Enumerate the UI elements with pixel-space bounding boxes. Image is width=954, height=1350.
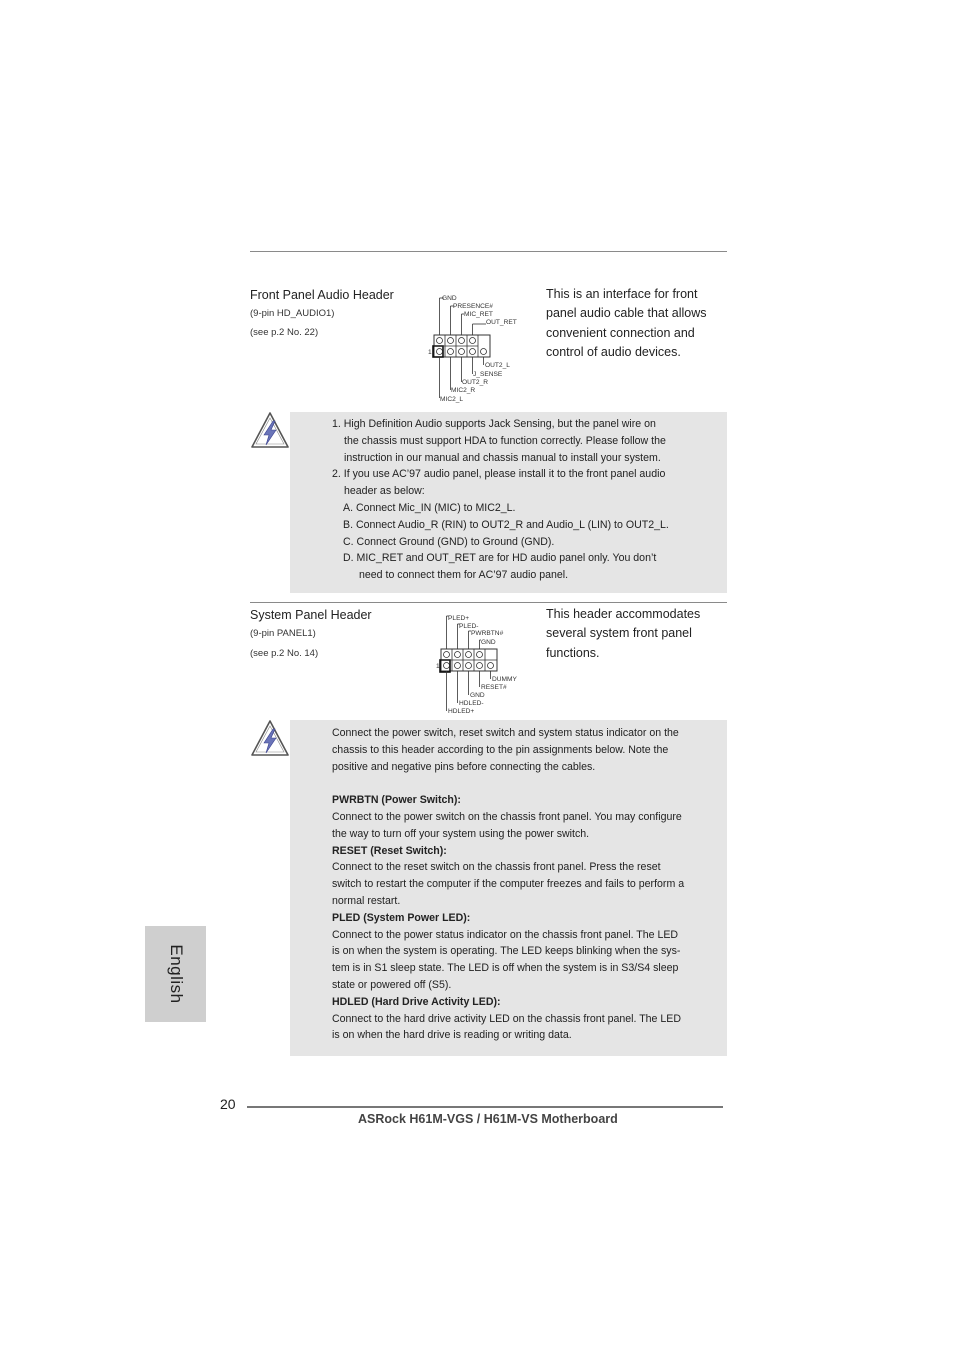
note-line: Connect to the hard drive activity LED on the chassis front panel. The LED bbox=[332, 1012, 681, 1025]
description-line: functions. bbox=[546, 645, 600, 660]
note-line: tem is in S1 sleep state. The LED is off when the system is in S3/S4 sleep bbox=[332, 962, 679, 975]
pin-label-out2-l: OUT2_L bbox=[485, 362, 510, 369]
footer-divider bbox=[247, 1106, 723, 1108]
note-line: is on when the hard drive is reading or writing data. bbox=[332, 1029, 572, 1042]
pin-label-dummy: DUMMY bbox=[492, 676, 517, 683]
note-line: 1. High Definition Audio supports Jack Sensing, but the panel wire on bbox=[332, 418, 656, 430]
pin-label-pwrbtn: PWRBTN# bbox=[471, 630, 504, 637]
audio-note-text bbox=[332, 416, 722, 584]
note-line: header as below: bbox=[344, 485, 425, 498]
note-heading-reset: RESET (Reset Switch): bbox=[332, 844, 447, 857]
note-line: Connect to the power switch on the chassis front panel. You may configure bbox=[332, 810, 682, 823]
description-line: convenient connection and bbox=[546, 325, 695, 340]
system-header-title: System Panel Header bbox=[250, 608, 372, 622]
description-line: panel audio cable that allows bbox=[546, 306, 707, 321]
page-number: 20 bbox=[220, 1096, 236, 1112]
audio-header-title: Front Panel Audio Header bbox=[250, 288, 394, 302]
note-line: D. MIC_RET and OUT_RET are for HD audio panel only. You don’t bbox=[343, 552, 657, 565]
note-line: the way to turn off your system using the power switch. bbox=[332, 827, 590, 840]
pin-label-mic-ret: MIC_RET bbox=[464, 311, 493, 318]
note-line: 2. If you use AC’97 audio panel, please install it to the front panel audio bbox=[332, 468, 666, 481]
audio-header-pin-diagram bbox=[420, 290, 530, 406]
note-line: normal restart. bbox=[332, 894, 401, 907]
note-heading-pwrbtn: PWRBTN (Power Switch): bbox=[332, 794, 461, 807]
note-heading-pled: PLED (System Power LED): bbox=[332, 911, 471, 924]
note-heading-hdled: HDLED (Hard Drive Activity LED): bbox=[332, 995, 501, 1008]
top-divider bbox=[250, 251, 727, 252]
pin-label-out2-r: OUT2_R bbox=[462, 379, 489, 386]
system-header-pin-info: (9-pin PANEL1) bbox=[250, 628, 316, 639]
footer-title: ASRock H61M-VGS / H61M-VS Motherboard bbox=[358, 1112, 618, 1126]
pin-label-j-sense: J_SENSE bbox=[473, 371, 503, 378]
audio-header-description bbox=[546, 285, 736, 362]
pin-label-out-ret: OUT_RET bbox=[486, 319, 517, 326]
pin-label-hdled-minus: HDLED- bbox=[459, 700, 484, 707]
note-line: B. Connect Audio_R (RIN) to OUT2_R and Audio_L (LIN) to OUT2_L. bbox=[343, 518, 669, 531]
description-line: This header accommodates bbox=[546, 607, 701, 621]
note-line: Connect to the reset switch on the chassis front panel. Press the reset bbox=[332, 861, 661, 874]
pin-label-1: 1 bbox=[436, 663, 440, 670]
system-header-description bbox=[546, 605, 736, 663]
warning-icon bbox=[249, 410, 291, 450]
system-note-text bbox=[332, 725, 724, 1044]
pin-label-gnd-bottom: GND bbox=[470, 692, 485, 699]
pin-label-pled-plus: PLED+ bbox=[448, 615, 470, 622]
warning-icon bbox=[249, 718, 291, 758]
note-line: A. Connect Mic_IN (MIC) to MIC2_L. bbox=[343, 501, 516, 514]
system-header-page-ref: (see p.2 No. 14) bbox=[250, 648, 319, 659]
pin-label-1: 1 bbox=[428, 349, 432, 356]
note-line: switch to restart the computer if the computer freezes and fails to perform a bbox=[332, 878, 685, 891]
note-line: chassis to this header according to the pin assignments below. Note the bbox=[332, 743, 669, 756]
language-tab bbox=[145, 926, 206, 1022]
note-line: Connect to the power status indicator on the chassis front panel. The LED bbox=[332, 928, 679, 941]
pin-label-mic2-r: MIC2_R bbox=[451, 387, 476, 394]
language-tab-label: English bbox=[166, 944, 186, 1004]
pin-label-gnd: GND bbox=[442, 295, 457, 302]
description-line: This is an interface for front bbox=[546, 287, 698, 301]
description-line: control of audio devices. bbox=[546, 344, 681, 359]
note-line: the chassis must support HDA to function correctly. Please follow the bbox=[344, 434, 666, 447]
audio-header-page-ref: (see p.2 No. 22) bbox=[250, 327, 319, 338]
note-line: state or powered off (S5). bbox=[332, 978, 452, 991]
pin-label-hdled-plus: HDLED+ bbox=[448, 708, 475, 715]
note-line: is on when the system is operating. The LED keeps blinking when the sys- bbox=[332, 945, 681, 958]
pin-label-gnd-top: GND bbox=[481, 639, 496, 646]
audio-header-pin-info: (9-pin HD_AUDIO1) bbox=[250, 308, 335, 319]
note-line: need to connect them for AC’97 audio panel. bbox=[359, 569, 569, 582]
note-line: positive and negative pins before connecting the cables. bbox=[332, 760, 596, 773]
note-line: C. Connect Ground (GND) to Ground (GND). bbox=[343, 535, 555, 548]
pin-label-reset: RESET# bbox=[481, 684, 507, 691]
pin-label-pled-minus: PLED- bbox=[459, 623, 479, 630]
system-header-pin-diagram bbox=[428, 610, 528, 716]
description-line: several system front panel bbox=[546, 626, 692, 641]
pin-label-mic2-l: MIC2_L bbox=[440, 396, 464, 403]
section-divider bbox=[250, 602, 727, 603]
note-line: instruction in our manual and chassis manual to install your system. bbox=[344, 451, 661, 464]
pin-label-presence: PRESENCE# bbox=[453, 303, 493, 310]
note-line: Connect the power switch, reset switch and system status indicator on the bbox=[332, 727, 679, 739]
